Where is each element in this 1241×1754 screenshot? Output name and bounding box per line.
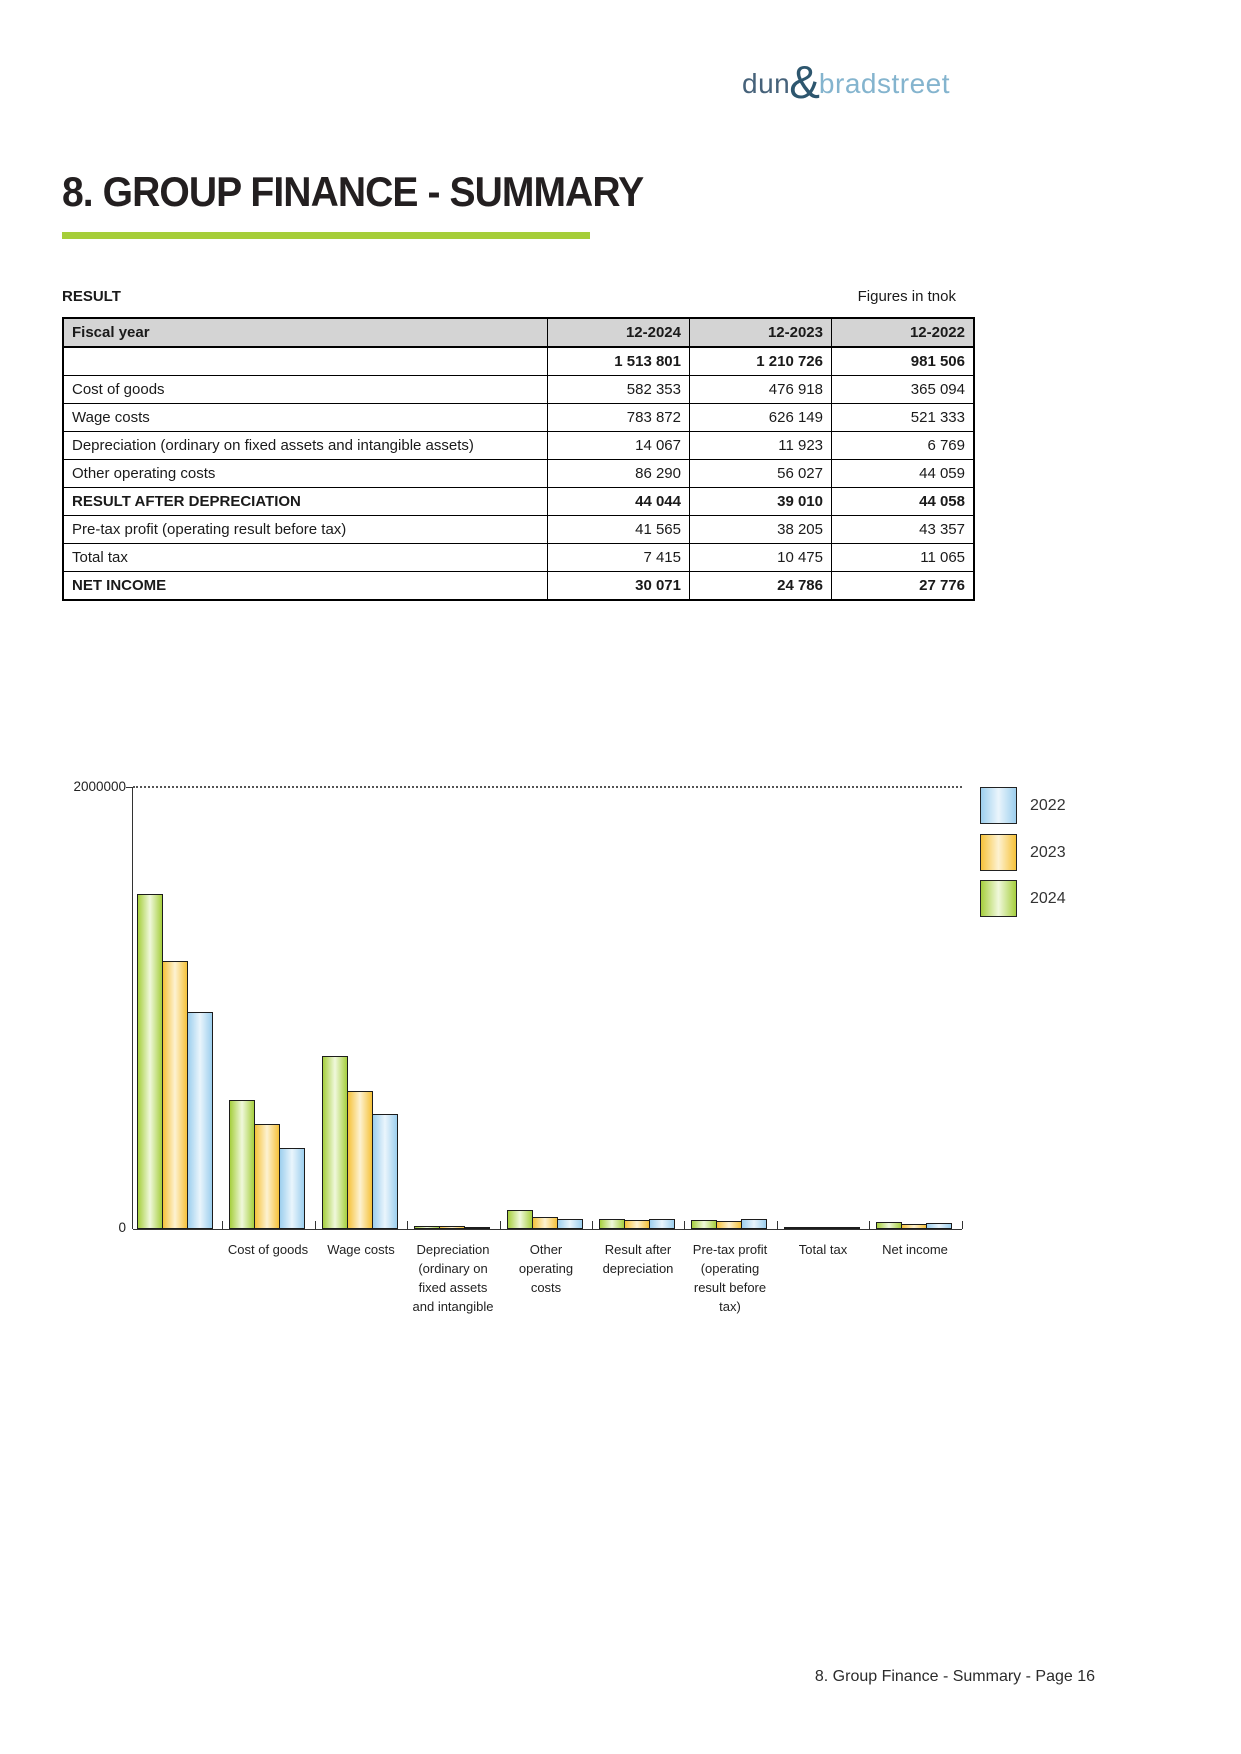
chart-y-axis	[132, 787, 133, 1229]
row-value: 44 059	[832, 460, 975, 488]
legend-label-2024: 2024	[1030, 890, 1066, 907]
x-axis-tick	[500, 1221, 501, 1229]
row-value: 27 776	[832, 572, 975, 601]
category-label-line: Pre-tax profit	[692, 1242, 768, 1257]
bar-2023-Pre-tax profit (operating result before tax)	[716, 1221, 742, 1229]
row-label: Total tax	[63, 544, 548, 572]
column-header-2024: 12-2024	[548, 318, 690, 347]
row-value: 981 506	[832, 347, 975, 376]
bar-2022-Depreciation (ordinary on fixed assets and intangible	[464, 1227, 490, 1229]
category-label-line: result before	[693, 1280, 767, 1295]
bar-2023-Other operating costs	[532, 1217, 558, 1229]
category-label-line: Depreciation	[416, 1242, 490, 1257]
row-value: 14 067	[548, 432, 690, 460]
row-value: 521 333	[832, 404, 975, 432]
row-label: Pre-tax profit (operating result before tax)	[63, 516, 548, 544]
row-value: 44 058	[832, 488, 975, 516]
bar-2024-Cost of goods	[229, 1100, 255, 1229]
chart-top-gridline	[133, 786, 962, 788]
row-value: 41 565	[548, 516, 690, 544]
category-label-line: costs	[530, 1280, 562, 1295]
row-value: 39 010	[690, 488, 832, 516]
row-value: 11 065	[832, 544, 975, 572]
row-value: 44 044	[548, 488, 690, 516]
row-label: RESULT AFTER DEPRECIATION	[63, 488, 548, 516]
chart-x-axis	[133, 1229, 962, 1230]
bar-2022-Wage costs	[372, 1114, 398, 1229]
bar-2024-Depreciation (ordinary on fixed assets and intangible	[414, 1226, 440, 1229]
row-value: 86 290	[548, 460, 690, 488]
row-value: 24 786	[690, 572, 832, 601]
column-header-2022: 12-2022	[832, 318, 975, 347]
x-axis-tick	[777, 1221, 778, 1229]
row-label: Cost of goods	[63, 376, 548, 404]
legend-swatch-2022	[980, 787, 1017, 824]
category-label-line: depreciation	[602, 1261, 674, 1276]
row-value: 783 872	[548, 404, 690, 432]
bar-2023-Cost of goods	[254, 1124, 280, 1229]
x-axis-tick	[684, 1221, 685, 1229]
category-label-line: tax)	[719, 1299, 741, 1314]
x-axis-tick	[222, 1221, 223, 1229]
page-footer: 8. Group Finance - Summary - Page 16	[814, 1668, 1095, 1685]
bar-2023-Wage costs	[347, 1091, 373, 1229]
bar-2024-Total tax	[784, 1227, 810, 1229]
x-axis-tick	[592, 1221, 593, 1229]
category-label-line: Total tax	[798, 1242, 848, 1257]
category-label-line: fixed assets	[418, 1280, 488, 1295]
row-value: 1 210 726	[690, 347, 832, 376]
logo-text-dun: dun	[742, 68, 791, 99]
row-value: 11 923	[690, 432, 832, 460]
category-label-line: operating	[518, 1261, 574, 1276]
x-axis-tick	[869, 1221, 870, 1229]
bar-2022-Net income	[926, 1223, 952, 1229]
bar-2023-Total tax	[809, 1227, 835, 1229]
bar-2023-total	[162, 961, 188, 1229]
row-value: 6 769	[832, 432, 975, 460]
x-axis-tick	[315, 1221, 316, 1229]
category-label-line: Wage costs	[327, 1242, 395, 1257]
bar-2022-Cost of goods	[279, 1148, 305, 1229]
bar-2024-Wage costs	[322, 1056, 348, 1229]
row-value: 1 513 801	[548, 347, 690, 376]
category-label-line: Other	[529, 1242, 563, 1257]
y-axis-max-label: 2000000	[73, 779, 126, 794]
row-value: 30 071	[548, 572, 690, 601]
row-value: 365 094	[832, 376, 975, 404]
bar-2022-Other operating costs	[557, 1219, 583, 1229]
y-axis-zero-label: 0	[118, 1220, 126, 1235]
bar-2022-Pre-tax profit (operating result before tax)	[741, 1219, 767, 1229]
legend-swatch-2023	[980, 834, 1017, 871]
row-value: 56 027	[690, 460, 832, 488]
category-label-line: Net income	[882, 1242, 948, 1257]
bar-2023-Depreciation (ordinary on fixed assets and intangible	[439, 1226, 465, 1229]
row-value: 10 475	[690, 544, 832, 572]
row-label: Other operating costs	[63, 460, 548, 488]
category-label-line: (ordinary on	[418, 1261, 488, 1276]
bar-2023-Result after depreciation	[624, 1220, 650, 1229]
column-header-2023: 12-2023	[690, 318, 832, 347]
category-label-line: Result after	[604, 1242, 672, 1257]
legend-swatch-2024	[980, 880, 1017, 917]
result-section-label: RESULT	[62, 288, 121, 305]
units-note: Figures in tnok	[857, 288, 956, 305]
bar-2024-total	[137, 894, 163, 1229]
row-label: Wage costs	[63, 404, 548, 432]
row-value: 7 415	[548, 544, 690, 572]
x-axis-tick	[962, 1221, 963, 1229]
x-axis-tick	[407, 1221, 408, 1229]
category-label-line: (operating	[700, 1261, 760, 1276]
row-label: NET INCOME	[63, 572, 548, 601]
legend-label-2023: 2023	[1030, 844, 1066, 861]
category-label	[859, 1240, 971, 1259]
bar-2022-total	[187, 1012, 213, 1229]
category-label-line: Cost of goods	[227, 1242, 309, 1257]
bar-2024-Other operating costs	[507, 1210, 533, 1229]
bar-2022-Total tax	[834, 1227, 860, 1229]
bar-2024-Net income	[876, 1222, 902, 1229]
row-value: 476 918	[690, 376, 832, 404]
row-label: Depreciation (ordinary on fixed assets and intangible assets)	[63, 432, 548, 460]
fiscal-year-header: Fiscal year	[63, 318, 548, 347]
row-value: 582 353	[548, 376, 690, 404]
chart-y-axis-top-tick	[126, 787, 133, 788]
legend-label-2022: 2022	[1030, 797, 1066, 814]
category-label-line: and intangible	[412, 1299, 494, 1314]
row-value: 38 205	[690, 516, 832, 544]
logo-text-bradstreet: bradstreet	[818, 68, 950, 99]
row-value: 626 149	[690, 404, 832, 432]
row-value: 43 357	[832, 516, 975, 544]
bar-2022-Result after depreciation	[649, 1219, 675, 1229]
page-title: 8. GROUP FINANCE - SUMMARY	[62, 168, 644, 215]
bar-2024-Result after depreciation	[599, 1219, 625, 1229]
bar-2024-Pre-tax profit (operating result before tax)	[691, 1220, 717, 1229]
bar-2023-Net income	[901, 1224, 927, 1229]
dun-and-bradstreet-logo: dun & bradstreet	[742, 56, 950, 108]
